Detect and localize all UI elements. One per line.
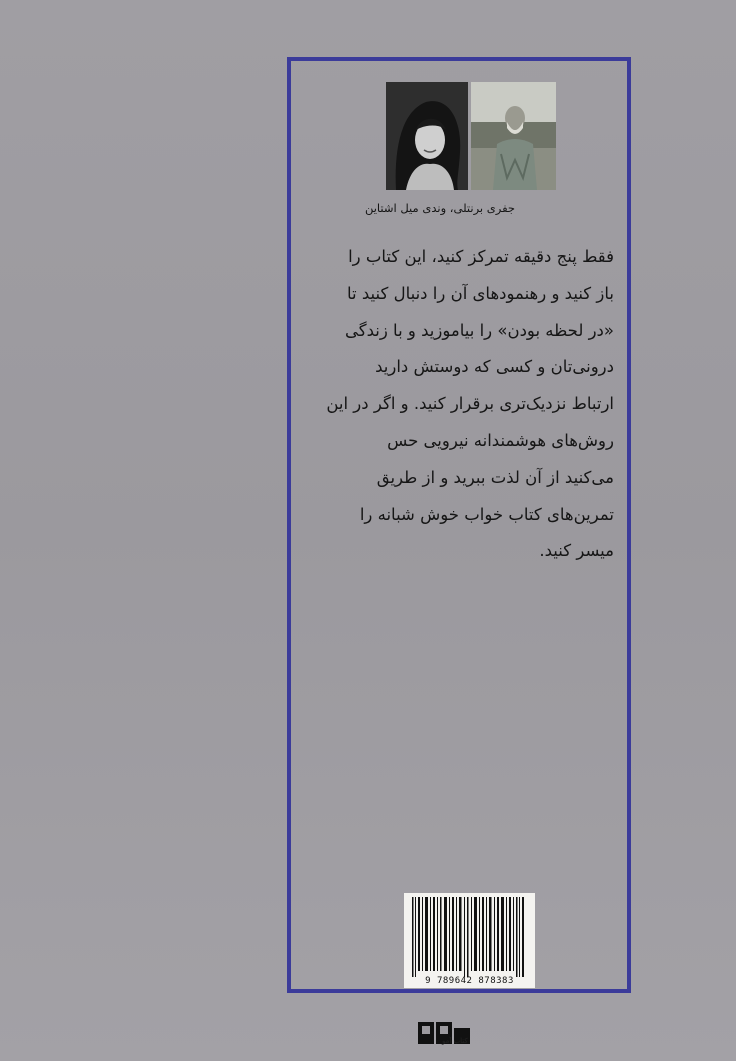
blurb-line: فقط پنج دقیقه تمرکز کنید، این کتاب را — [348, 247, 614, 266]
blurb-line: «در لحظه بودن» را بیاموزید و با زندگی — [344, 320, 614, 340]
blurb-line: باز کنید و رهنمودهای آن را دنبال کنید تا — [347, 283, 614, 303]
authors-caption: جفری برنتلی، وندی میل اشتاین — [364, 201, 516, 215]
blurb-text — [316, 239, 614, 570]
author-photo-man — [471, 82, 556, 190]
blurb-line: ارتباط نزدیک‌تری برقرار کنید. و اگر در این — [326, 394, 614, 414]
blurb-line: تمرین‌های کتاب خواب خوش شبانه را — [359, 504, 614, 524]
blurb-line: روش‌های هوشمندانه نیرویی حس — [387, 430, 614, 450]
isbn-barcode — [404, 893, 535, 988]
blurb-line: می‌کنید از آن لذت ببرید و از طریق — [376, 467, 614, 487]
blurb-line: درونی‌تان و کسی که دوستش دارید — [375, 357, 614, 377]
publisher-logo-text: کتاب آمو — [442, 1037, 468, 1045]
barcode-icon — [404, 897, 535, 979]
isbn-digits: 9 789642 878383 — [425, 976, 514, 986]
author-photo-woman — [386, 82, 468, 190]
blurb-line: میسر کنید. — [539, 541, 614, 561]
